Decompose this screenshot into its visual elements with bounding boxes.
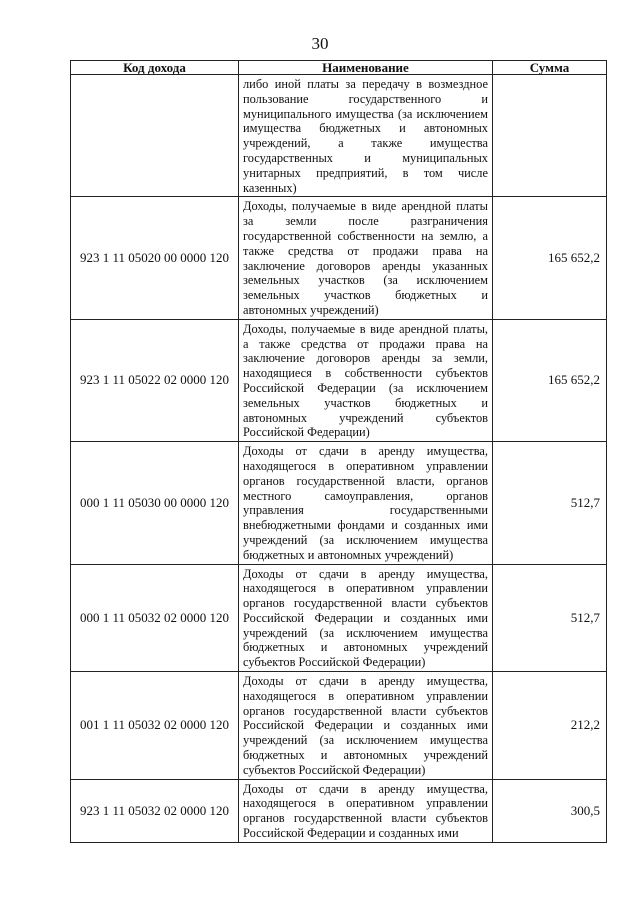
revenue-code-cell: 000 1 11 05032 02 0000 120: [71, 564, 239, 672]
table-row: [71, 75, 607, 197]
revenue-name-cell: Доходы от сдачи в аренду имущества, находящегося в оперативном управлении органов государственной власти субъектов Российской Федерации и созданных ими: [239, 779, 493, 842]
revenue-name-cell: Доходы, получаемые в виде арендной платы, а также средства от продажи права на заключение договоров аренды за земли, находящиеся в собственности субъектов Российской Федерации (за исключением земельных участков бюджетных и автономных учреждений субъектов Российской Федерации): [239, 319, 493, 441]
column-header-sum: Сумма: [493, 61, 607, 75]
revenue-sum-cell: 512,7: [493, 442, 607, 564]
revenue-table: [70, 60, 607, 843]
revenue-sum-cell: 212,2: [493, 672, 607, 780]
table-row: [71, 442, 607, 564]
revenue-name-cell: Доходы от сдачи в аренду имущества, находящегося в оперативном управлении органов государственной власти субъектов Российской Федерации и созданных ими учреждений (за исключением имущества бюджетных и автономных учреждений субъектов Российской Федерации): [239, 672, 493, 780]
table-row: [71, 197, 607, 319]
revenue-sum-cell: 512,7: [493, 564, 607, 672]
revenue-code-cell: [71, 75, 239, 197]
table-row: [71, 779, 607, 842]
revenue-name-cell: Доходы от сдачи в аренду имущества, находящегося в оперативном управлении органов государственной власти, органов местного самоуправления, органов управления государственными внебюджетными фондами и созданных ими учреждений (за исключением имущества бюджетных и автономных учреждений): [239, 442, 493, 564]
revenue-code-cell: 923 1 11 05022 02 0000 120: [71, 319, 239, 441]
page-number: 30: [311, 34, 329, 53]
revenue-sum-cell: 300,5: [493, 779, 607, 842]
revenue-name-cell: Доходы, получаемые в виде арендной платы за земли после разграничения государственной собственности на землю, а также средства от продажи права на заключение договоров аренды указанных земельных участков (за исключением земельных участков бюджетных и автономных учреждений): [239, 197, 493, 319]
revenue-code-cell: 923 1 11 05020 00 0000 120: [71, 197, 239, 319]
table-row: [71, 564, 607, 672]
revenue-sum-cell: 165 652,2: [493, 197, 607, 319]
table-header-row: [71, 61, 607, 75]
revenue-code-cell: 001 1 11 05032 02 0000 120: [71, 672, 239, 780]
column-header-name: Наименование: [239, 61, 493, 75]
revenue-sum-cell: 165 652,2: [493, 319, 607, 441]
revenue-sum-cell: [493, 75, 607, 197]
revenue-name-cell: Доходы от сдачи в аренду имущества, находящегося в оперативном управлении органов государственной власти субъектов Российской Федерации и созданных ими учреждений (за исключением имущества бюджетных и автономных учреждений субъектов Российской Федерации): [239, 564, 493, 672]
table-row: [71, 319, 607, 441]
revenue-code-cell: 000 1 11 05030 00 0000 120: [71, 442, 239, 564]
table-row: [71, 672, 607, 780]
column-header-code: Код дохода: [71, 61, 239, 75]
revenue-name-cell: либо иной платы за передачу в возмездное пользование государственного и муниципального имущества (за исключением имущества бюджетных и автономных учреждений, а также имущества государственных и муниципальных унитарных предприятий, в том числе казенных): [239, 75, 493, 197]
revenue-code-cell: 923 1 11 05032 02 0000 120: [71, 779, 239, 842]
